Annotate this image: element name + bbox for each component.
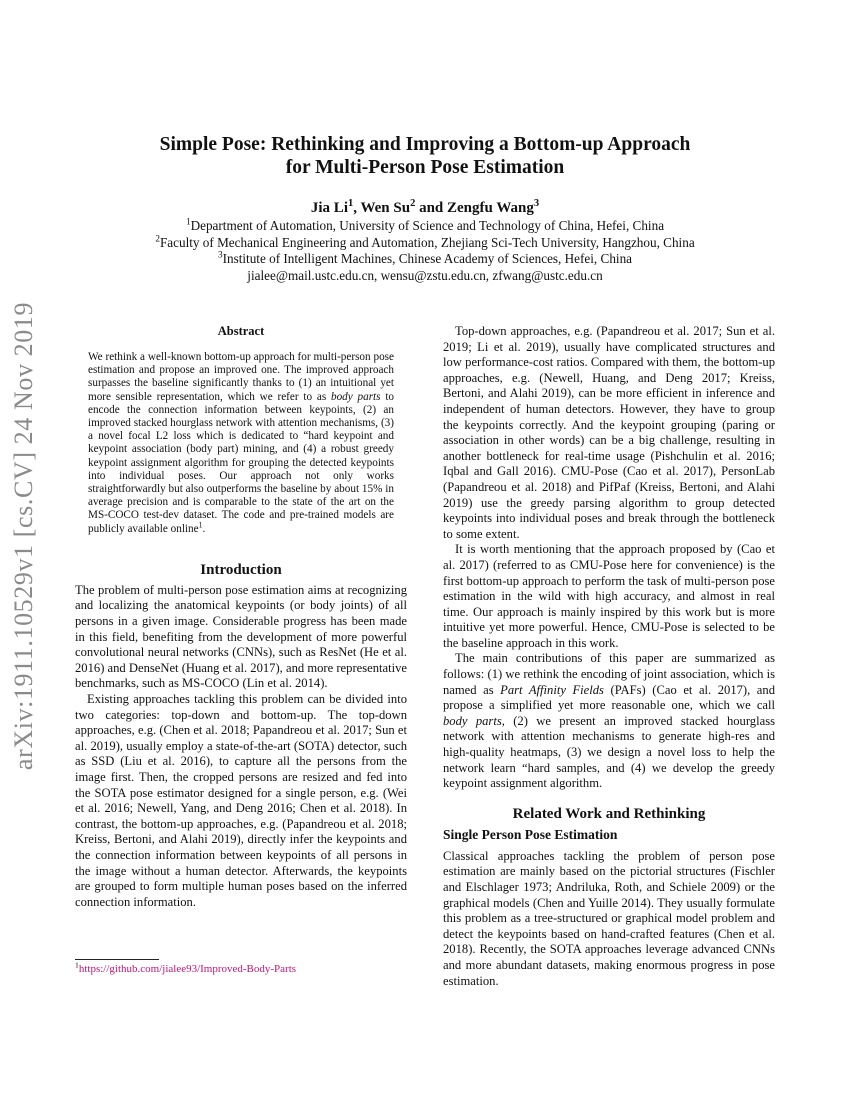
author-name: Wen Su (360, 200, 411, 216)
affiliation-text: Department of Automation, University of Science and Technology of China, Hefei, China (190, 218, 665, 233)
author-affil-mark: 3 (533, 198, 540, 209)
paragraph-text-part: , (2) we present an improved stacked hourglass network with attention mechanisms to generate high-res and high-quality heatmaps, (3) we design a novel loss to help the network learn “hard samples, and (4) we develop the greedy keypoint assignment algorithm. (443, 713, 775, 791)
abstract-heading: Abstract (217, 324, 265, 338)
intro-paragraph-5 (443, 651, 775, 791)
related-work-heading: Related Work and Rethinking (512, 805, 706, 822)
affiliation-line (80, 251, 770, 268)
arxiv-sidebar-stamp (6, 286, 42, 786)
arxiv-id: arXiv:1911.10529v1 [cs.CV] 24 Nov 2019 (9, 301, 39, 771)
intro-paragraph-1: The problem of multi-person pose estimation aims at recognizing and localizing the anatomical keypoints (or body joints) of all persons in a given image. Considerable progress has been made in this field, benefiting from the development of more powerful convolutional neural networks (CNNs), such as ResNet (He et al. 2016) and DenseNet (Huang et al. 2017), and more representative benchmarks, such as MS-COCO (Lin et al. 2014). (75, 582, 407, 691)
abstract-emphasis: body parts (330, 390, 381, 403)
abstract-text (88, 351, 394, 536)
affiliation-text: Institute of Intelligent Machines, Chinese Academy of Sciences, Hefei, China (222, 251, 633, 267)
footnote-marker: 1 (198, 519, 203, 529)
right-column (443, 324, 775, 989)
paragraph-text-part: The main contributions of this paper are summarized as follows: (1) we rethink the encoding of joint association, which is named as (443, 651, 775, 697)
paragraph-text-part: (PAFs) (Cao et al. 2017), and propose a simplified yet more reasonable one, which we call (443, 682, 775, 713)
affiliation-mark: 2 (155, 233, 160, 244)
left-column (75, 324, 407, 910)
title-line-1: Simple Pose: Rethinking and Improving a Bottom-up Approach (159, 134, 691, 155)
related-paragraph-1: Classical approaches tackling the problem of person pose estimation are mainly based on the pictorial structures (Fischler and Elschlager 1973; Andriluka, Roth, and Schiele 2009) or the graphical models (Chen and Yuille 2014). They usually formulate this problem as a tree-structured or graphical model problem and detect the keypoints based on hand-crafted features (Chen et al. 2018). Recently, the SOTA approaches leverage advanced CNNs and more abundant datasets, making enormous progress in pose estimation. (443, 848, 775, 988)
author-affil-mark: 1 (347, 198, 354, 209)
paper-title (100, 133, 750, 179)
affiliation-line (80, 235, 770, 252)
abstract-text-part: . (202, 522, 206, 535)
introduction-heading: Introduction (200, 561, 282, 578)
affiliation-mark: 3 (217, 249, 223, 260)
title-line-2: for Multi-Person Pose Estimation (285, 157, 565, 178)
github-link[interactable]: https://github.com/jialee93/Improved-Body-Parts (78, 963, 297, 975)
affiliation-line (80, 218, 770, 235)
abstract-text-part: to encode the connection information between keypoints, (2) an improved stacked hourglass network with attention mechanisms, (3) a novel focal L2 loss which is dedicated to “hard keypoint and keypoint association (body part) mining, and (4) a robust greedy keypoint assignment algorithm for grouping the detected keypoints into individual poses. Our approach not only works straightforwardly but also outperforms the baseline by about 15% in average precision and is comparable to the state of the art on the MS-COCO test-dev dataset. The code and pre-trained models are publicly available online (88, 390, 395, 535)
intro-paragraph-4: It is worth mentioning that the approach proposed by (Cao et al. 2017) (referred to as CMU-Pose here for convenience) is the first bottom-up approach to perform the task of multi-person pose estimation in the wild with high accuracy, and almost in real time. Our approach is mainly inspired by this work but is more intuitive yet more powerful. Hence, CMU-Pose is selected to be the baseline approach in this work. (443, 542, 775, 650)
author-affil-mark: 2 (410, 198, 416, 209)
abstract-text-part: We rethink a well-known bottom-up approach for multi-person pose estimation and propose an improved one. The improved approach surpasses the baseline significantly thanks to (1) an intuitional yet more sensible representation, which we refer to as (88, 351, 394, 403)
author-name: Jia Li (310, 200, 348, 216)
footnote-rule (75, 959, 159, 960)
author-separator: and (415, 200, 448, 216)
affiliation-mark: 1 (185, 216, 191, 227)
intro-paragraph-2: Existing approaches tackling this problem can be divided into two categories: top-down and bottom-up. The top-down approaches, e.g. (Chen et al. 2018; Papandreou et al. 2017; Sun et al. 2019), usually employ a state-of-the-art (SOTA) detector, such as SSD (Liu et al. 2016), to capture all the persons from the image first. Then, the cropped persons are resized and fed into the SOTA pose estimator designed for a single person, e.g. (Wei et al. 2016; Newell, Yang, and Deng 2016; Chen et al. 2018). In contrast, the bottom-up approaches, e.g. (Papandreou et al. 2018; Kreiss, Bertoni, and Alahi 2019), directly infer the keypoints and the connection information between keypoints of all persons in the image without a human detector. Afterwards, the keypoints are grouped to form multiple human poses based on the inferred connection information. (75, 692, 407, 909)
affiliation-text: Faculty of Mechanical Engineering and Automation, Zhejiang Sci-Tech University, Hangzhou, China (159, 234, 695, 250)
intro-paragraph-3: Top-down approaches, e.g. (Papandreou et al. 2017; Sun et al. 2019; Li et al. 2019), usually have complicated structures and low performance-cost ratios. Compared with them, the bottom-up approaches, e.g. (Newell, Huang, and Deng 2017; Kreiss, Bertoni, and Alahi 2019), can be more efficient in inference and independent of human detectors. However, they have to group the keypoints correctly. And the keypoint grouping (paring or association in other words) can be a big challenge, resulting in another bottleneck for real-time usage (Pishchulin et al. 2016; Iqbal and Gall 2016). CMU-Pose (Cao et al. 2017), PersonLab (Papandreou et al. 2018) and PifPaf (Kreiss, Bertoni, and Alahi 2019) use the greedy parsing algorithm to group detected keypoints into individual poses and break through the bottleneck to some extent. (443, 324, 775, 541)
single-person-subheading: Single Person Pose Estimation (443, 826, 618, 842)
author-list (100, 200, 750, 217)
footnote (75, 960, 297, 975)
affiliations (80, 218, 770, 284)
author-name: Zengfu Wang (447, 200, 534, 216)
author-emails: jialee@mail.ustc.edu.cn, wensu@zstu.edu.cn, zfwang@ustc.edu.cn (247, 267, 603, 283)
paragraph-emphasis: Part Affinity Fields (500, 682, 604, 697)
author-separator: , (353, 200, 361, 216)
footnote-mark: 1 (75, 960, 79, 970)
paragraph-emphasis: body parts (443, 713, 502, 728)
